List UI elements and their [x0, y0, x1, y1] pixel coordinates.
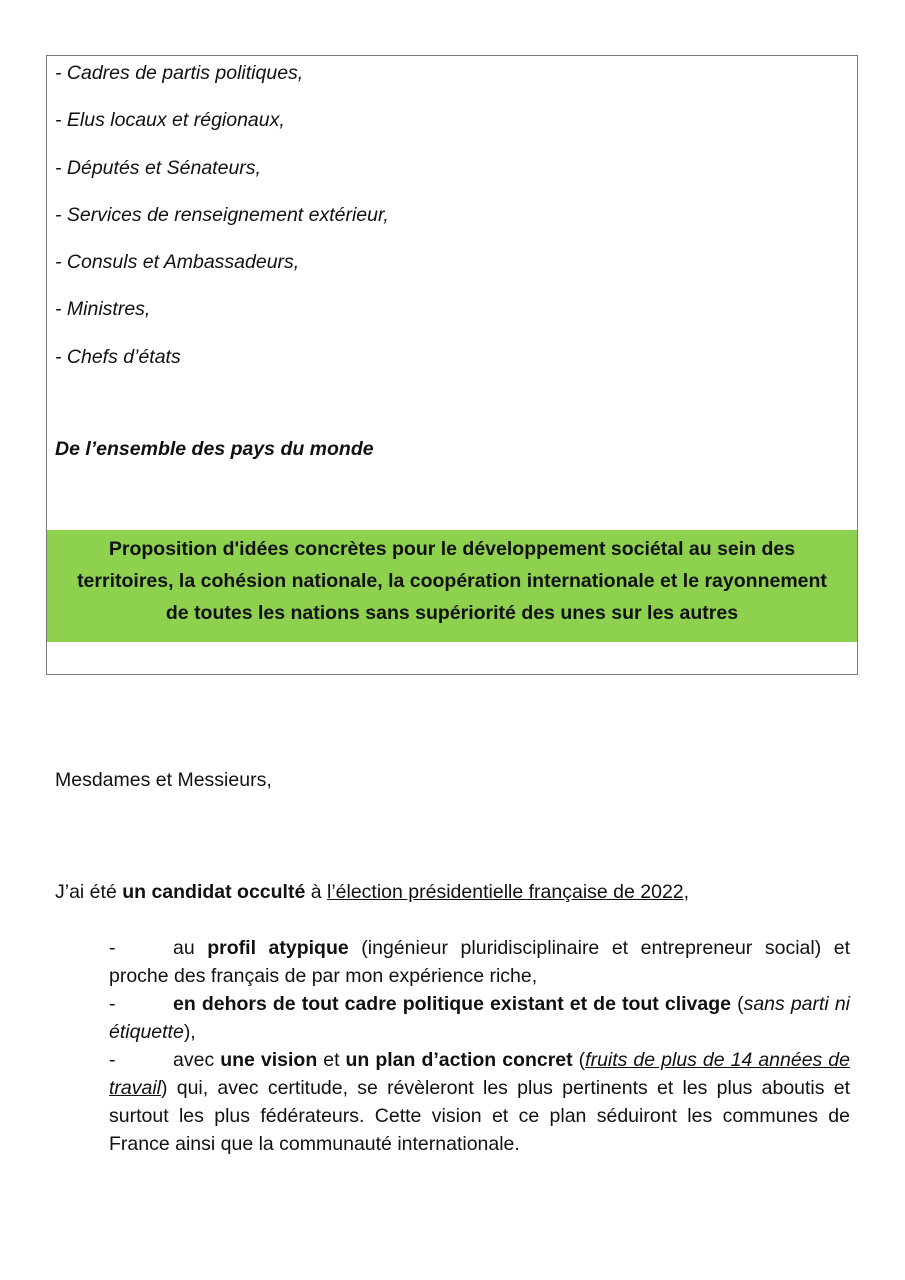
- intro-paragraph: [55, 878, 689, 906]
- recipient-item: - Services de renseignement extérieur,: [55, 203, 389, 226]
- recipient-list: [55, 59, 389, 390]
- point-bold: une vision: [220, 1049, 318, 1071]
- recipient-item: - Consuls et Ambassadeurs,: [55, 251, 300, 274]
- recipient-item: - Elus locaux et régionaux,: [55, 109, 285, 132]
- intro-bold: un candidat occulté: [122, 881, 306, 903]
- recipients-box: [46, 55, 858, 675]
- world-line: De l’ensemble des pays du monde: [55, 438, 374, 460]
- candidate-points: [109, 934, 850, 1158]
- intro-text: ,: [683, 881, 690, 903]
- point-text: ) qui, avec certitude, se révèleront les plus pertinents et les plus aboutis et surtout les plus fédérateurs. Cette vision et ce plan séduiront les communes de France ainsi que la communauté internationale.: [109, 1077, 850, 1155]
- recipient-item: - Cadres de partis politiques,: [55, 62, 304, 84]
- election-reference: l’élection présidentielle française de 2022: [327, 881, 684, 903]
- point-bold: profil atypique: [207, 937, 349, 959]
- point-text: et: [317, 1049, 346, 1071]
- point-item: [109, 990, 850, 1046]
- intro-text: à: [305, 881, 327, 903]
- recipient-item: - Ministres,: [55, 298, 151, 321]
- point-item: [109, 1046, 850, 1158]
- point-text: avec: [173, 1049, 221, 1071]
- point-bold: un plan d’action concret: [345, 1049, 573, 1071]
- point-text: au: [173, 937, 208, 959]
- intro-text: J’ai été: [55, 881, 123, 903]
- point-bold: en dehors de tout cadre politique existant et de tout clivage: [173, 993, 731, 1015]
- point-text: (: [731, 993, 744, 1015]
- recipient-item: - Députés et Sénateurs,: [55, 156, 261, 179]
- point-italic: sans parti ni étiquette: [109, 993, 850, 1043]
- point-italic-underline: fruits de plus de 14 années de travail: [109, 1049, 850, 1099]
- salutation: Mesdames et Messieurs,: [55, 769, 272, 791]
- recipient-item: - Chefs d’états: [55, 345, 181, 368]
- dash-marker: -: [109, 1049, 116, 1071]
- point-text: (ingénieur pluridisciplinaire et entrepreneur social) et proche des français de par mon expérience riche,: [109, 937, 851, 987]
- point-text: (: [572, 1049, 586, 1071]
- dash-marker: -: [109, 993, 116, 1015]
- dash-marker: -: [109, 937, 116, 959]
- point-text: ),: [183, 1021, 196, 1043]
- point-item: [109, 934, 850, 990]
- proposal-banner: Proposition d'idées concrètes pour le développement sociétal au sein des territoires, la cohésion nationale, la coopération internationale et le rayonnement de toutes les nations sans supériorité des unes sur les autres: [47, 530, 857, 642]
